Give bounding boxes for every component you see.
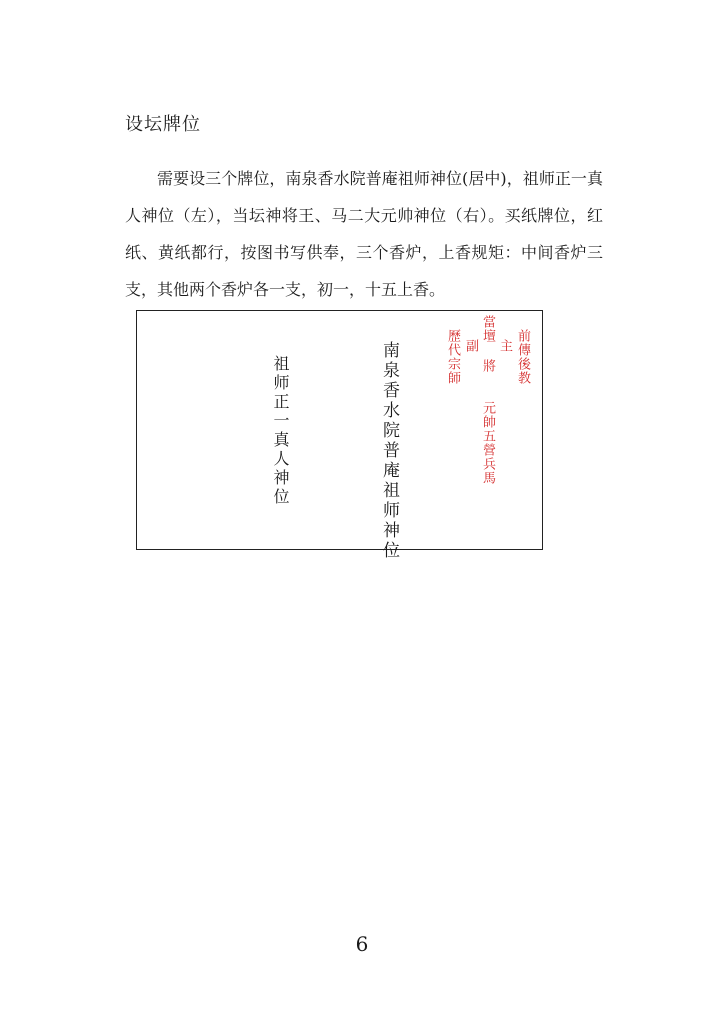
tablet-center-puan: 南泉香水院普庵祖师神位 bbox=[379, 341, 399, 561]
tablet-right-line-3: 當壇 bbox=[480, 315, 495, 343]
section-heading: 设坛牌位 bbox=[125, 114, 201, 135]
tablet-right-line-4: 將 bbox=[480, 359, 495, 373]
altar-tablet-diagram bbox=[136, 310, 543, 561]
tablet-right-line-5: 元帥五營兵馬 bbox=[480, 401, 495, 485]
tablet-left-zhengyi: 祖师正一真人神位 bbox=[271, 355, 290, 507]
tablet-right-line-2: 副 bbox=[463, 339, 478, 353]
tablet-right-line-6: 主 bbox=[497, 339, 512, 353]
instruction-paragraph: 需要设三个牌位，南泉香水院普庵祖师神位(居中)，祖师正一真人神位（左），当坛神将王、马二大元帅神位（右）。买纸牌位，红纸、黄纸都行，按图书写供奉，三个香炉，上香规矩：中间香炉三支，其他两个香炉各一支，初一，十五上香。 bbox=[125, 169, 603, 299]
tablet-right-line-7: 前傳後教 bbox=[515, 329, 530, 385]
page-number: 6 bbox=[355, 932, 369, 956]
tablet-right-line-1: 歷代宗師 bbox=[445, 329, 460, 385]
